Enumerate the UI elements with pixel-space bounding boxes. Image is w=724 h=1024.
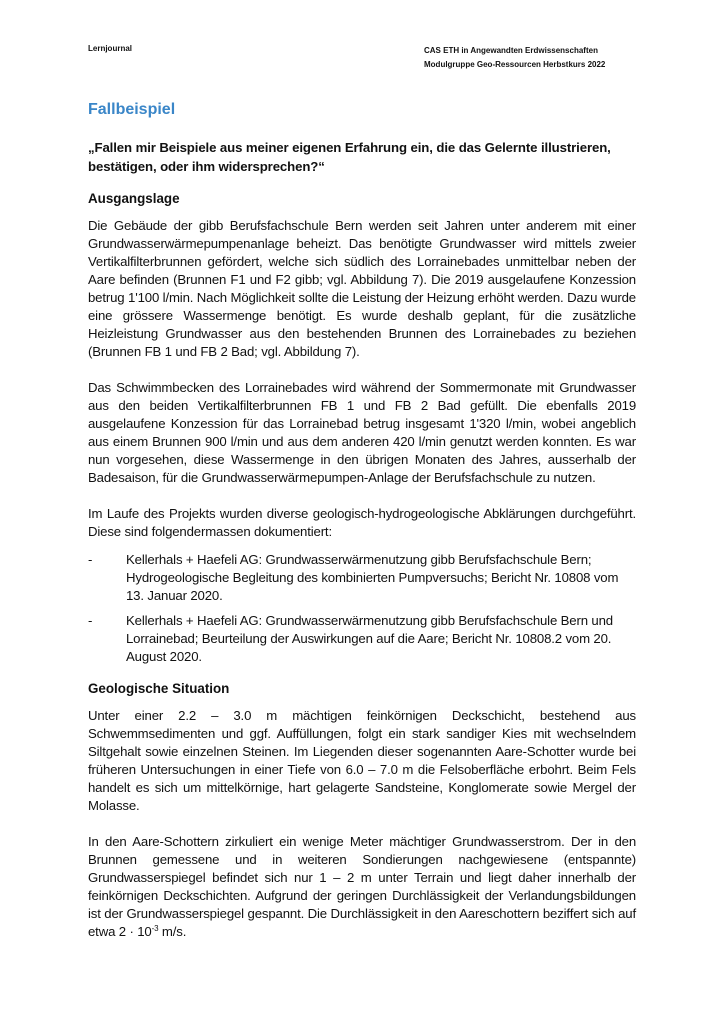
paragraph: Im Laufe des Projekts wurden diverse geologisch-hydrogeologische Abklärungen durchgeführt. Diese sind folgendermassen dokumentiert: bbox=[88, 506, 636, 539]
page-title: Fallbeispiel bbox=[88, 101, 176, 118]
header-right bbox=[424, 44, 605, 72]
header-right-line2: Modulgruppe Geo-Ressourcen Herbstkurs 2022 bbox=[424, 60, 606, 69]
section-heading-geologische-situation: Geologische Situation bbox=[88, 681, 230, 696]
reference-text: Kellerhals + Haefeli AG: Grundwasserwärmenutzung gibb Berufsfachschule Bern und Lorrainebad; Beurteilung der Auswirkungen auf die Aare; Bericht Nr. 10808.2 vom 20. August 2020. bbox=[126, 613, 613, 664]
paragraph: Die Gebäude der gibb Berufsfachschule Bern werden seit Jahren unter anderem mit einer Grundwasserwärmepumpenanlage beheizt. Das benötigte Grundwasser wird mittels zweier Vertikalfilterbrunnen gefördert, welche sich südlich des Lorrainebades unmittelbar neben der Aare befinden (Brunnen F1 und F2 gibb; vgl. Abbildung 7). Die 2019 ausgelaufene Konzession betrug 1'100 l/min. Nach Möglichkeit sollte die Leistung der Heizung erhöht werden. Dazu wurde eine grössere Wassermenge benötigt. Es wurde deshalb geplant, für die zusätzliche Heizleistung Grundwasser aus den bestehenden Brunnen des Lorrainebades zu beziehen (Brunnen FB 1 und FB 2 Bad; vgl. Abbildung 7). bbox=[88, 218, 636, 359]
header-right-line1: CAS ETH in Angewandten Erdwissenschaften bbox=[424, 46, 598, 55]
paragraph bbox=[88, 833, 636, 941]
list-item bbox=[88, 612, 636, 666]
list-item bbox=[88, 551, 636, 605]
header-left: Lernjournal bbox=[88, 44, 133, 53]
page-content bbox=[88, 100, 636, 941]
reference-list bbox=[88, 551, 636, 666]
list-dash: - bbox=[88, 613, 93, 628]
paragraph-text: In den Aare-Schottern zirkuliert ein wenige Meter mächtiger Grundwasserstrom. Der in den Brunnen gemessene und in weiteren Sondierungen nachgewiesene (entspannte) Grundwasserspiegel befindet sich nur 1 – 2 m unter Terrain und liegt daher innerhalb der feinkörnigen Deckschichten. Aufgrund der geringen Durchlässigkeit der Verlandungsbildungen ist der Grundwasserspiegel gespannt. Die Durchlässigkeit in den Aareschottern beziffert sich auf etwa 2 · 10 bbox=[88, 834, 636, 939]
section-heading-ausgangslage: Ausgangslage bbox=[88, 191, 180, 206]
paragraph: Das Schwimmbecken des Lorrainebades wird während der Sommermonate mit Grundwasser aus den beiden Vertikalfilterbrunnen FB 1 und FB 2 Bad gefüllt. Die ebenfalls 2019 ausgelaufene Konzession für das Lorrainebad betrug insgesamt 1'320 l/min, wobei angeblich aus einem Brunnen 900 l/min und aus dem anderen 420 l/min genutzt werden konnten. Es war nun vorgesehen, diese Wassermenge in den übrigen Monaten des Jahres, ausserhalb der Badesaison, für die Grundwasserwärmepumpen-Anlage der Berufsfachschule zu nutzen. bbox=[88, 380, 636, 485]
exponent: -3 bbox=[151, 924, 159, 933]
paragraph-text-end: m/s. bbox=[158, 924, 187, 939]
list-dash: - bbox=[88, 552, 93, 567]
paragraph: Unter einer 2.2 – 3.0 m mächtigen feinkörnigen Deckschicht, bestehend aus Schwemmsedimenten und ggf. Auffüllungen, folgt ein stark sandiger Kies mit wechselndem Siltgehalt sowie einzelnen Steinen. Im Liegenden dieser sogenannten Aare-Schotter wurde bei früheren Untersuchungen in einer Tiefe von 6.0 – 7.0 m die Felsoberfläche erbohrt. Beim Fels handelt es sich um mittelkörnige, hart gelagerte Sandsteine, Konglomerate sowie Mergel der Molasse. bbox=[88, 708, 636, 813]
guiding-question: „Fallen mir Beispiele aus meiner eigenen Erfahrung ein, die das Gelernte illustrieren, bestätigen, oder ihm widersprechen?“ bbox=[88, 140, 611, 174]
reference-text: Kellerhals + Haefeli AG: Grundwasserwärmenutzung gibb Berufsfachschule Bern; Hydrogeologische Begleitung des kombinierten Pumpversuchs; Bericht Nr. 10808 vom 13. Januar 2020. bbox=[126, 552, 619, 603]
